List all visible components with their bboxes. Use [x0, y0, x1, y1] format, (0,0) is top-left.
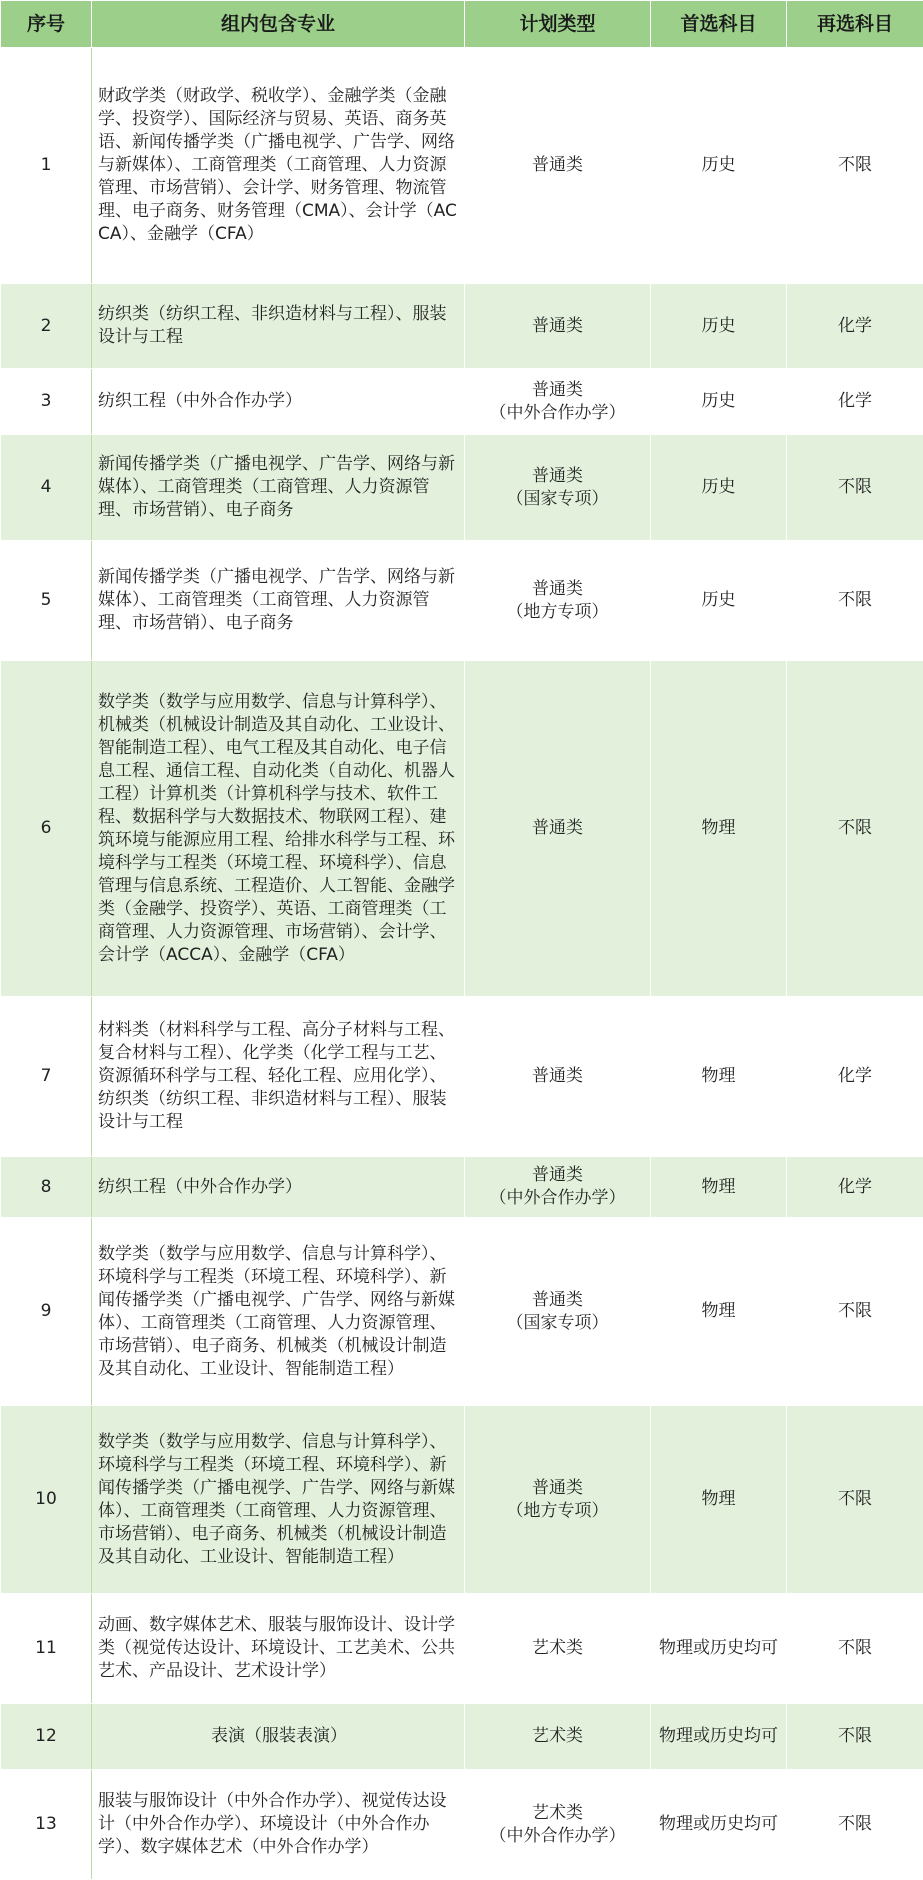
row-plan-type — [465, 1406, 651, 1594]
plan-type-label: 普通类 — [471, 1164, 644, 1187]
row-index: 5 — [1, 541, 92, 661]
row-majors: 材料类（材料科学与工程、高分子材料与工程、复合材料与工程）、化学类（化学工程与工艺、资源循环科学与工程、轻化工程、应用化学）、纺织类（纺织工程、非织造材料与工程）、服装设计与工程 — [92, 997, 465, 1157]
row-index: 3 — [1, 369, 92, 435]
row-plan-type — [465, 284, 651, 369]
plan-type-label: 普通类 — [471, 1289, 644, 1312]
plan-type-label: 普通类 — [471, 315, 644, 338]
row-second-subject: 不限 — [787, 1704, 923, 1770]
row-index: 8 — [1, 1157, 92, 1218]
table-row — [1, 1406, 923, 1594]
plan-type-note: （地方专项） — [471, 601, 644, 624]
row-first-subject: 历史 — [651, 369, 787, 435]
plan-type-note: （地方专项） — [471, 1500, 644, 1523]
row-plan-type — [465, 661, 651, 997]
table-row — [1, 1594, 923, 1704]
plan-type-label: 普通类 — [471, 379, 644, 402]
row-second-subject: 不限 — [787, 1218, 923, 1406]
row-index: 4 — [1, 435, 92, 541]
row-plan-type — [465, 1704, 651, 1770]
row-first-subject: 物理 — [651, 1218, 787, 1406]
header-second-subject: 再选科目 — [787, 1, 923, 48]
row-plan-type — [465, 1594, 651, 1704]
plan-type-label: 普通类 — [471, 465, 644, 488]
table-row — [1, 1704, 923, 1770]
plan-type-label: 普通类 — [471, 1065, 644, 1088]
plan-type-note: （中外合作办学） — [471, 402, 644, 425]
row-index: 12 — [1, 1704, 92, 1770]
row-index: 7 — [1, 997, 92, 1157]
row-plan-type — [465, 997, 651, 1157]
plan-type-note: （国家专项） — [471, 488, 644, 511]
row-first-subject: 历史 — [651, 48, 787, 284]
row-majors: 数学类（数学与应用数学、信息与计算科学）、机械类（机械设计制造及其自动化、工业设计、智能制造工程）、电气工程及其自动化、电子信息工程、通信工程、自动化类（自动化、机器人工程）计算机类（计算机科学与技术、软件工程、数据科学与大数据技术、物联网工程）、建筑环境与能源应用工程、给排水科学与工程、环境科学与工程类（环境工程、环境科学）、信息管理与信息系统、工程造价、人工智能、金融学类（金融学、投资学）、英语、工商管理类（工商管理、人力资源管理、市场营销）、会计学、会计学（ACCA）、金融学（CFA） — [92, 661, 465, 997]
row-first-subject: 物理 — [651, 1406, 787, 1594]
plan-type-label: 艺术类 — [471, 1802, 644, 1825]
row-majors: 数学类（数学与应用数学、信息与计算科学）、环境科学与工程类（环境工程、环境科学）、新闻传播学类（广播电视学、广告学、网络与新媒体）、工商管理类（工商管理、人力资源管理、市场营销）、电子商务、机械类（机械设计制造及其自动化、工业设计、智能制造工程） — [92, 1406, 465, 1594]
row-majors: 财政学类（财政学、税收学）、金融学类（金融学、投资学）、国际经济与贸易、英语、商务英语、新闻传播学类（广播电视学、广告学、网络与新媒体）、工商管理类（工商管理、人力资源管理、市场营销）、会计学、财务管理、物流管理、电子商务、财务管理（CMA）、会计学（ACCA）、金融学（CFA） — [92, 48, 465, 284]
plan-type-note: （国家专项） — [471, 1312, 644, 1335]
header-first-subject: 首选科目 — [651, 1, 787, 48]
row-first-subject: 历史 — [651, 284, 787, 369]
row-majors: 表演（服装表演） — [92, 1704, 465, 1770]
row-first-subject: 物理 — [651, 997, 787, 1157]
header-plan-type: 计划类型 — [465, 1, 651, 48]
row-second-subject: 化学 — [787, 369, 923, 435]
plan-type-note: （中外合作办学） — [471, 1825, 644, 1848]
table-header-row — [1, 1, 923, 48]
row-plan-type — [465, 48, 651, 284]
row-plan-type — [465, 369, 651, 435]
row-plan-type — [465, 435, 651, 541]
row-majors: 纺织工程（中外合作办学） — [92, 1157, 465, 1218]
row-index: 2 — [1, 284, 92, 369]
table-row — [1, 541, 923, 661]
table-row — [1, 435, 923, 541]
row-index: 11 — [1, 1594, 92, 1704]
row-first-subject: 物理或历史均可 — [651, 1770, 787, 1880]
plan-type-note: （中外合作办学） — [471, 1187, 644, 1210]
row-majors: 服装与服饰设计（中外合作办学）、视觉传达设计（中外合作办学）、环境设计（中外合作办学）、数字媒体艺术（中外合作办学） — [92, 1770, 465, 1880]
row-index: 9 — [1, 1218, 92, 1406]
row-second-subject: 不限 — [787, 541, 923, 661]
table-row — [1, 1770, 923, 1880]
row-second-subject: 化学 — [787, 1157, 923, 1218]
row-second-subject: 不限 — [787, 435, 923, 541]
table-row — [1, 1157, 923, 1218]
row-second-subject: 不限 — [787, 1770, 923, 1880]
row-second-subject: 化学 — [787, 284, 923, 369]
table-row — [1, 369, 923, 435]
row-second-subject: 不限 — [787, 1594, 923, 1704]
row-majors: 数学类（数学与应用数学、信息与计算科学）、环境科学与工程类（环境工程、环境科学）、新闻传播学类（广播电视学、广告学、网络与新媒体）、工商管理类（工商管理、人力资源管理、市场营销）、电子商务、机械类（机械设计制造及其自动化、工业设计、智能制造工程） — [92, 1218, 465, 1406]
row-plan-type — [465, 1157, 651, 1218]
row-majors: 纺织类（纺织工程、非织造材料与工程）、服装设计与工程 — [92, 284, 465, 369]
row-first-subject: 历史 — [651, 541, 787, 661]
table-row — [1, 48, 923, 284]
row-first-subject: 历史 — [651, 435, 787, 541]
row-majors: 纺织工程（中外合作办学） — [92, 369, 465, 435]
row-second-subject: 化学 — [787, 997, 923, 1157]
table-row — [1, 997, 923, 1157]
plan-type-label: 艺术类 — [471, 1725, 644, 1748]
row-first-subject: 物理或历史均可 — [651, 1704, 787, 1770]
row-second-subject: 不限 — [787, 1406, 923, 1594]
row-second-subject: 不限 — [787, 661, 923, 997]
plan-type-label: 普通类 — [471, 154, 644, 177]
plan-type-label: 艺术类 — [471, 1637, 644, 1660]
row-index: 13 — [1, 1770, 92, 1880]
row-first-subject: 物理 — [651, 661, 787, 997]
row-second-subject: 不限 — [787, 48, 923, 284]
row-first-subject: 物理或历史均可 — [651, 1594, 787, 1704]
row-plan-type — [465, 1770, 651, 1880]
row-majors: 动画、数字媒体艺术、服装与服饰设计、设计学类（视觉传达设计、环境设计、工艺美术、公共艺术、产品设计、艺术设计学） — [92, 1594, 465, 1704]
table-row — [1, 284, 923, 369]
row-plan-type — [465, 1218, 651, 1406]
plan-type-label: 普通类 — [471, 578, 644, 601]
row-first-subject: 物理 — [651, 1157, 787, 1218]
row-majors: 新闻传播学类（广播电视学、广告学、网络与新媒体）、工商管理类（工商管理、人力资源管理、市场营销）、电子商务 — [92, 435, 465, 541]
row-index: 1 — [1, 48, 92, 284]
plan-type-label: 普通类 — [471, 1477, 644, 1500]
table-row — [1, 1218, 923, 1406]
row-index: 10 — [1, 1406, 92, 1594]
header-majors: 组内包含专业 — [92, 1, 465, 48]
header-index: 序号 — [1, 1, 92, 48]
row-index: 6 — [1, 661, 92, 997]
plan-type-label: 普通类 — [471, 817, 644, 840]
row-majors: 新闻传播学类（广播电视学、广告学、网络与新媒体）、工商管理类（工商管理、人力资源管理、市场营销）、电子商务 — [92, 541, 465, 661]
row-plan-type — [465, 541, 651, 661]
table-row — [1, 661, 923, 997]
